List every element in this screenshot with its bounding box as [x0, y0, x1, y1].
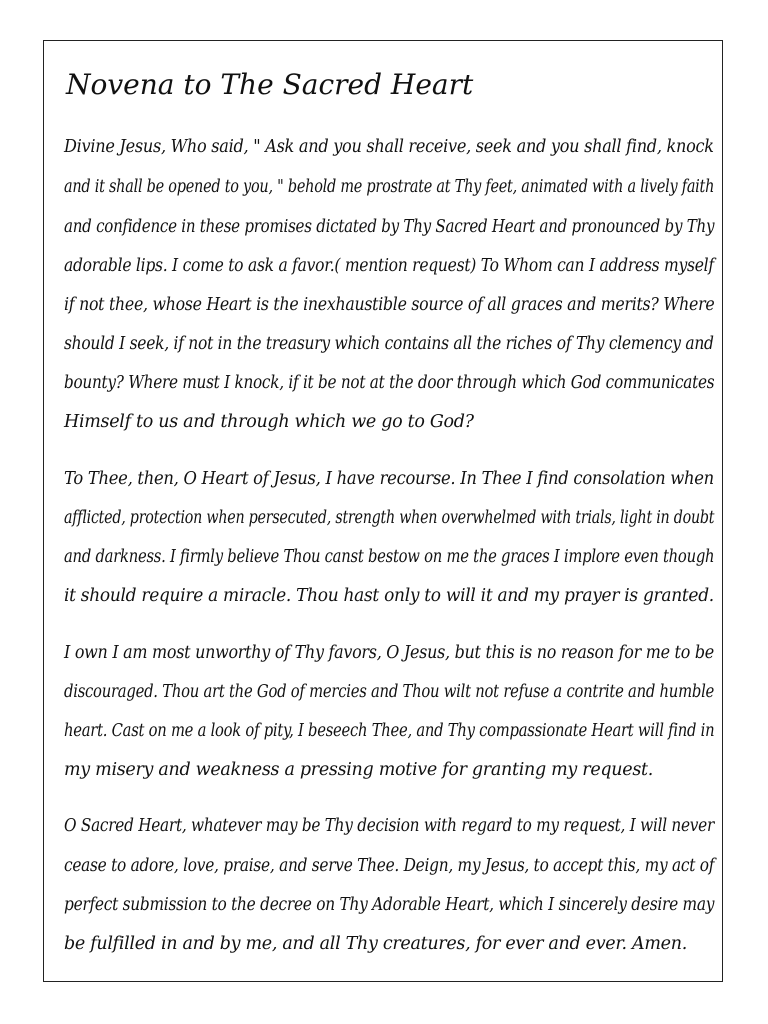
- paragraph-1-line-5: if not thee, whose Heart is the inexhaustible source of all graces and merits? Where: [64, 295, 715, 315]
- paragraph-3-line-1: I own I am most unworthy of Thy favors, O Jesus, but this is no reason for me to be: [64, 643, 714, 663]
- paragraph-2-line-3: and darkness. I firmly believe Thou canst bestow on me the graces I implore even though: [64, 547, 715, 567]
- paragraph-1-line-1: Divine Jesus, Who said, " Ask and you shall receive, seek and you shall find, knock: [64, 137, 714, 157]
- paragraph-4-line-4: be fulfilled in and by me, and all Thy creatures, for ever and ever. Amen.: [64, 934, 687, 954]
- paragraph-2-line-4: it should require a miracle. Thou hast only to will it and my prayer is granted.: [64, 586, 714, 606]
- paragraph-4-line-2: cease to adore, love, praise, and serve Thee. Deign, my Jesus, to accept this, my act of: [64, 856, 715, 876]
- paragraph-4-line-1: O Sacred Heart, whatever may be Thy decision with regard to my request, I will never: [64, 816, 715, 836]
- paragraph-2-line-1: To Thee, then, O Heart of Jesus, I have recourse. In Thee I find consolation when: [64, 469, 714, 489]
- paragraph-1-line-4: adorable lips. I come to ask a favor.( mention request) To Whom can I address myself: [64, 256, 714, 276]
- paragraph-3-line-4: my misery and weakness a pressing motive for granting my request.: [64, 760, 654, 780]
- page-title: Novena to The Sacred Heart: [66, 68, 474, 101]
- paragraph-3-line-3: heart. Cast on me a look of pity, I beseech Thee, and Thy compassionate Heart will find in: [64, 721, 715, 741]
- paragraph-4-line-3: perfect submission to the decree on Thy Adorable Heart, which I sincerely desire may: [64, 895, 715, 915]
- paragraph-1-line-6: should I seek, if not in the treasury which contains all the riches of Thy clemency and: [64, 334, 714, 354]
- paragraph-1-line-3: and confidence in these promises dictated by Thy Sacred Heart and pronounced by Thy: [64, 217, 715, 237]
- paragraph-1-line-8: Himself to us and through which we go to God?: [64, 412, 474, 432]
- paragraph-1-line-7: bounty? Where must I knock, if it be not at the door through which God communicates: [64, 373, 715, 393]
- paragraph-1-line-2: and it shall be opened to you, " behold me prostrate at Thy feet, animated with a lively faith: [64, 177, 715, 197]
- paragraph-2-line-2: afflicted, protection when persecuted, strength when overwhelmed with trials, light in doubt: [64, 508, 715, 528]
- paragraph-3-line-2: discouraged. Thou art the God of mercies and Thou wilt not refuse a contrite and humble: [64, 682, 715, 702]
